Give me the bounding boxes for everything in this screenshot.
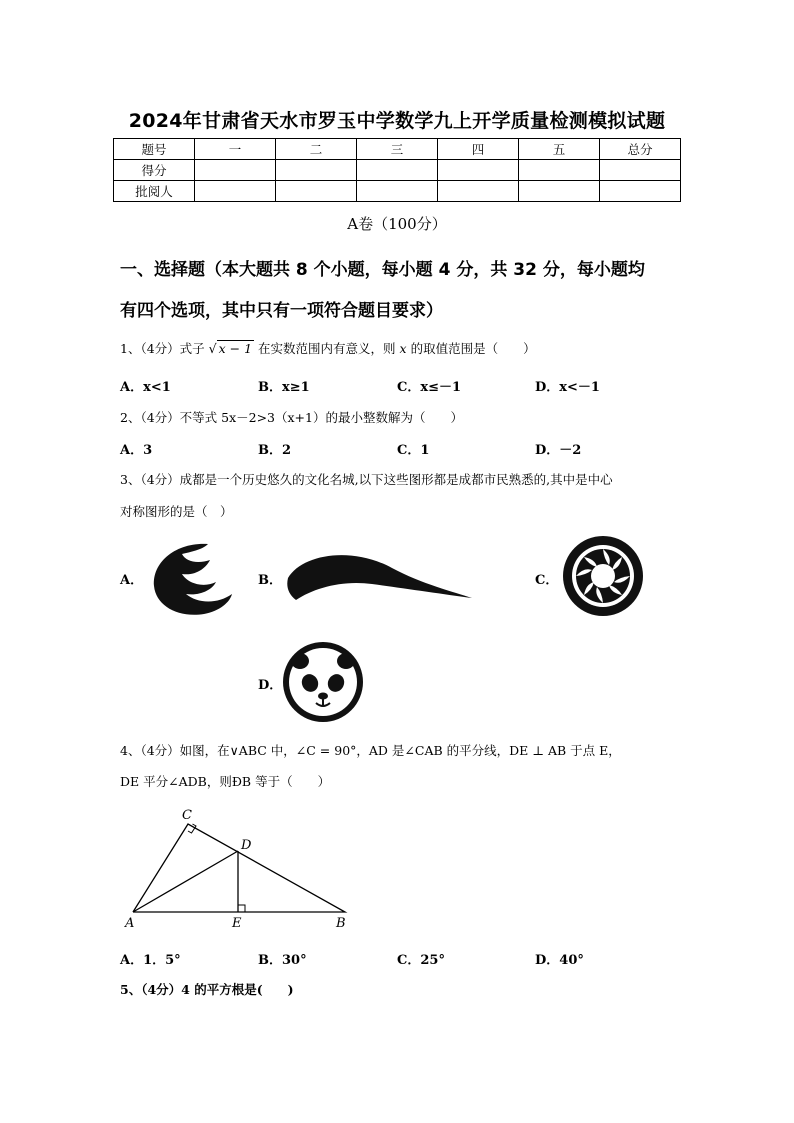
q4-option-b[interactable]: B．30°: [258, 953, 307, 968]
label-c: C: [182, 808, 192, 823]
header-cell: 三: [357, 139, 438, 160]
question-4-line1: 4、（4分）如图，在∨ABC 中，∠C = 90°，AD 是∠CAB 的平分线，DE ⊥ AB 于点 E，: [120, 743, 621, 758]
q1-suffix2: 的取值范围是（ ）: [410, 341, 536, 356]
volume-heading: A卷（100分）: [347, 215, 447, 233]
q2-option-d[interactable]: D．－2: [535, 443, 582, 458]
section-heading-line1: 一、选择题（本大题共 8 个小题，每小题 4 分，共 32 分，每小题均: [120, 260, 645, 280]
q1-option-c[interactable]: C．x≤－1: [397, 380, 462, 395]
header-cell: 总分: [600, 139, 681, 160]
row-label: 批阅人: [114, 181, 195, 202]
score-cell: [519, 160, 600, 181]
q3-option-b-label[interactable]: B．: [258, 573, 282, 588]
score-row: [114, 160, 681, 181]
sqrt-sign: √: [208, 341, 217, 356]
reviewer-cell: [276, 181, 357, 202]
q4-option-a[interactable]: A．1．5°: [120, 953, 181, 968]
q1-option-d[interactable]: D．x<－1: [535, 380, 600, 395]
exam-title: 2024年甘肃省天水市罗玉中学数学九上开学质量检测模拟试题: [128, 110, 666, 132]
header-cell: 一: [195, 139, 276, 160]
score-cell: [195, 160, 276, 181]
question-1: [120, 339, 536, 357]
reviewer-row: [114, 181, 681, 202]
header-cell: 四: [438, 139, 519, 160]
q1-radicand: x − 1: [218, 341, 253, 356]
q2-option-c[interactable]: C．1: [397, 443, 430, 458]
option-a-flame-figure[interactable]: [146, 538, 236, 620]
q3-option-d-label[interactable]: D．: [258, 678, 283, 693]
question-3-line1: 3、（4分）成都是一个历史悠久的文化名城,以下这些图形都是成都市民熟悉的,其中是中心: [120, 472, 613, 487]
score-cell: [600, 160, 681, 181]
reviewer-cell: [438, 181, 519, 202]
section-heading-line2: 有四个选项，其中只有一项符合题目要求）: [120, 301, 443, 321]
option-c-sun-bird-figure[interactable]: [562, 535, 644, 617]
option-b-swoosh-figure[interactable]: [282, 548, 474, 604]
q1-prefix: 1、（4分）式子: [120, 341, 205, 356]
q4-option-c[interactable]: C．25°: [397, 953, 445, 968]
question-2: 2、（4分）不等式 5x－2>3（x+1）的最小整数解为（ ）: [120, 410, 463, 425]
header-cell: 五: [519, 139, 600, 160]
header-cell: 题号: [114, 139, 195, 160]
q4-option-d[interactable]: D．40°: [535, 953, 584, 968]
row-label: 得分: [114, 160, 195, 181]
q2-option-a[interactable]: A．3: [120, 443, 153, 458]
q1-option-b[interactable]: B．x≥1: [258, 380, 310, 395]
label-d: D: [241, 838, 252, 853]
q3-option-a-label[interactable]: A．: [120, 573, 144, 588]
reviewer-cell: [357, 181, 438, 202]
label-b: B: [336, 916, 346, 931]
question-5: 5、（4分）4 的平方根是( ): [120, 982, 294, 997]
q2-option-b[interactable]: B．2: [258, 443, 292, 458]
reviewer-cell: [519, 181, 600, 202]
score-cell: [276, 160, 357, 181]
reviewer-cell: [600, 181, 681, 202]
question-4-line2: DE 平分∠ADB，则ÐB 等于（ ）: [120, 774, 331, 789]
score-cell: [357, 160, 438, 181]
q1-suffix: 在实数范围内有意义，则: [258, 341, 396, 356]
score-table-header-row: [114, 139, 681, 160]
reviewer-cell: [195, 181, 276, 202]
header-cell: 二: [276, 139, 357, 160]
triangle-figure: [120, 805, 360, 933]
q1-option-a[interactable]: A．x<1: [120, 380, 171, 395]
question-3-line2: 对称图形的是（ ）: [120, 504, 233, 519]
score-cell: [438, 160, 519, 181]
option-d-panda-figure[interactable]: [282, 641, 364, 723]
q3-option-c-label[interactable]: C．: [535, 573, 559, 588]
label-a: A: [125, 916, 135, 931]
label-e: E: [232, 916, 242, 931]
q1-var: x: [399, 341, 407, 356]
score-table: [113, 138, 681, 202]
